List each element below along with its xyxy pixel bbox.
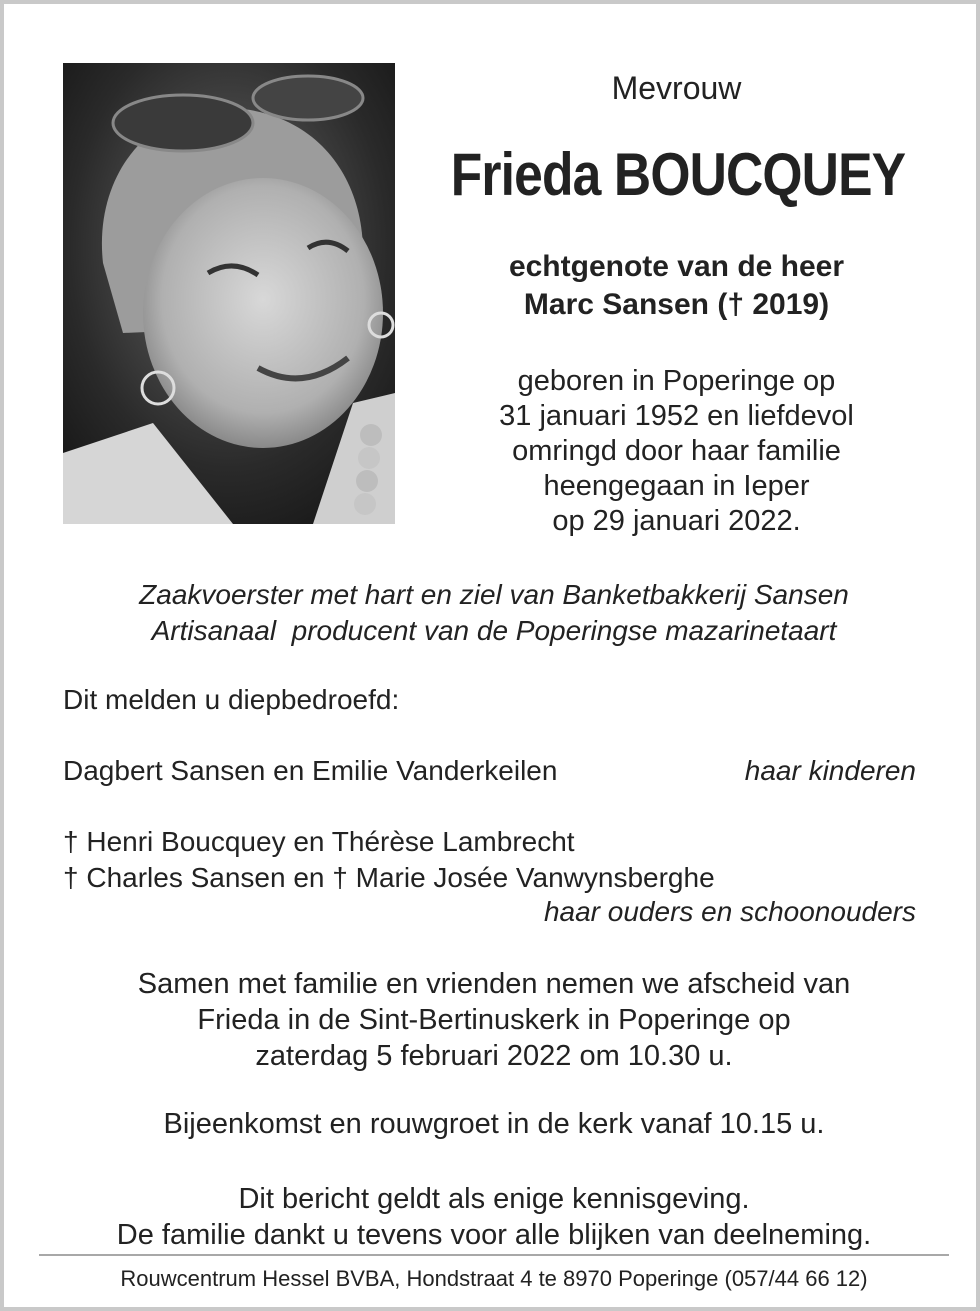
deceased-name: Frieda BOUCQUEY bbox=[450, 141, 906, 208]
birth-info bbox=[414, 364, 939, 539]
parents-line-2: † Charles Sansen en † Marie Josée Vanwynsberghe bbox=[63, 862, 715, 893]
spouse-line-2: Marc Sansen († 2019) bbox=[523, 288, 830, 321]
notice bbox=[44, 1181, 944, 1253]
birth-line: 31 januari 1952 en liefdevol bbox=[499, 400, 854, 432]
funeral-home-footer: Rouwcentrum Hessel BVBA, Hondstraat 4 te 8970 Poperinge (057/44 66 12) bbox=[120, 1266, 868, 1291]
parents-line-1: † Henri Boucquey en Thérèse Lambrecht bbox=[63, 826, 575, 857]
birth-line: omringd door haar familie bbox=[512, 435, 841, 467]
notice-line-1: Dit bericht geldt als enige kennisgeving. bbox=[238, 1183, 750, 1215]
birth-line: geboren in Poperinge op bbox=[517, 365, 836, 397]
children-names: Dagbert Sansen en Emilie Vanderkeilen bbox=[63, 755, 558, 786]
profession bbox=[44, 577, 944, 649]
footer-divider bbox=[39, 1254, 949, 1256]
birth-line: heengegaan in Ieper bbox=[543, 470, 810, 502]
announcement: Dit melden u diepbedroefd: bbox=[63, 684, 400, 715]
birth-line: op 29 januari 2022. bbox=[552, 505, 801, 537]
parents bbox=[63, 824, 715, 896]
portrait-icon bbox=[63, 63, 395, 524]
service-line: zaterdag 5 februari 2022 om 10.30 u. bbox=[255, 1040, 733, 1072]
spouse-info bbox=[414, 248, 939, 324]
funeral-service bbox=[44, 966, 944, 1074]
portrait-photo bbox=[63, 63, 395, 524]
honorific: Mevrouw bbox=[611, 70, 742, 106]
gathering-info: Bijeenkomst en rouwgroet in de kerk vanaf 10.15 u. bbox=[163, 1108, 825, 1140]
spouse-line-1: echtgenote van de heer bbox=[508, 250, 845, 283]
service-line: Frieda in de Sint-Bertinuskerk in Poperinge op bbox=[197, 1004, 791, 1036]
notice-line-2: De familie dankt u tevens voor alle blijken van deelneming. bbox=[116, 1219, 872, 1251]
profession-line-2: Artisanaal producent van de Poperingse mazarinetaart bbox=[151, 615, 837, 646]
service-line: Samen met familie en vrienden nemen we afscheid van bbox=[137, 968, 851, 1000]
children-role: haar kinderen bbox=[744, 755, 916, 786]
profession-line-1: Zaakvoerster met hart en ziel van Banketbakkerij Sansen bbox=[139, 579, 849, 610]
parents-role: haar ouders en schoonouders bbox=[543, 896, 916, 927]
